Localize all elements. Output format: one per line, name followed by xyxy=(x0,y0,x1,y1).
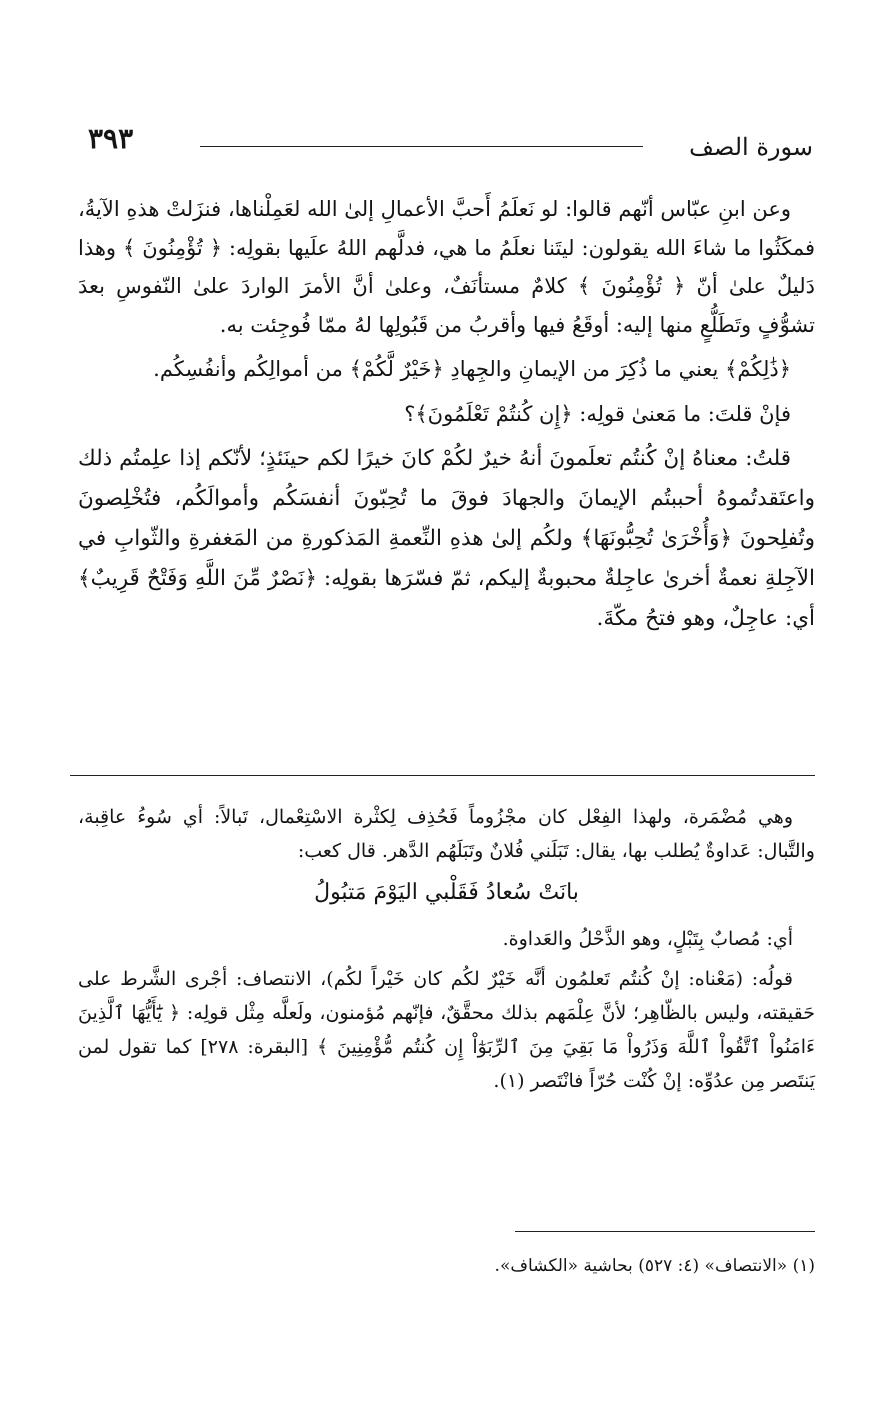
section-divider xyxy=(70,775,815,776)
footnote-rule xyxy=(515,1231,815,1232)
page-number: ٣٩٣ xyxy=(88,122,134,155)
commentary-text xyxy=(78,800,815,1104)
commentary-paragraph-intisaf: قولُه: (مَعْناه: إنْ كُنتُم تَعلمُون أنَّه خَيْرٌ لكُم كان خَيْراً لكُم)، الانتصاف: أجْرى الشَّرط على حَقيقته، وليس بالظّاهِر؛ لأنَّ عِلْمَهم بذلك محقَّقٌ، فإنّهم مُؤمنون، ولَعلَّه مِثْل قولِه: ﴿ يَٰٓأَيُّهَا ٱلَّذِينَ ءَامَنُواْ ٱتَّقُواْ ٱللَّهَ وَذَرُواْ مَا بَقِيَ مِنَ ٱلرِّبَوٰٓاْ إِن كُنتُم مُّؤْمِنِينَ ﴾ [البقرة: ٢٧٨] كما تقول لمن يَنتَصر مِن عدُوِّه: إنْ كُنْت حُرّاً فانْتَصر (١). xyxy=(78,968,815,1092)
main-paragraph-dhalikum: ﴿ذَٰلِكُمْ﴾ يعني ما ذُكِرَ من الإيمانِ والجِهادِ ﴿خَيْرٌ لَّكُمْ﴾ من أموالِكُم وأنفُسِكُم. xyxy=(153,357,791,381)
poetry-verse: بانَتْ سُعادُ فَقَلْبي اليَوْمَ مَتبُولُ xyxy=(314,880,579,905)
main-text xyxy=(78,190,815,649)
surah-title: سورة الصف xyxy=(689,133,813,161)
header-rule xyxy=(200,146,643,147)
main-paragraph-answer: قلتُ: معناهُ إنْ كُنتُم تعلَمونَ أنهُ خيرٌ لكُمْ كانَ خيرًا لكم حينَئذٍ؛ لأنّكم إذا علِمتُم ذلك واعتَقدتُموهُ أحببتُم الإيمانَ والجهادَ فوقَ ما تُحِبّونَ أنفسَكُم وأموالَكُم، فتُخْلِصونَ وتُفلِحونَ ﴿وَأُخْرَىٰ تُحِبُّونَهَا﴾ ولكُم إلىٰ هذهِ النِّعمةِ المَذكورةِ من المَغفرةِ والثّوابِ في الآجِلةِ نعمةٌ أخرىٰ عاجِلةٌ محبوبةٌ إليكم، ثمّ فسّرَها بقولِه: ﴿نَصْرٌ مِّنَ اللَّهِ وَفَتْحٌ قَرِيبٌ﴾ أي: عاجِلٌ، وهو فتحُ مكّةَ. xyxy=(78,446,815,631)
main-paragraph-question: فإنْ قلتَ: ما مَعنىٰ قولِه: ﴿إِن كُنتُمْ تَعْلَمُونَ﴾؟ xyxy=(404,401,791,426)
footnote: (١) «الانتصاف» (٤: ٥٢٧) بحاشية «الكشاف». xyxy=(494,1256,815,1276)
commentary-paragraph-musab: أي: مُصابٌ بِتَبْلٍ، وهو الذَّحْلُ والعَداوة. xyxy=(502,928,793,950)
page-header xyxy=(88,118,813,170)
main-paragraph-ibn-abbas: وعن ابنِ عبّاس أنّهم قالوا: لو نَعلَمُ أَحبَّ الأعمالِ إلىٰ الله لعَمِلْناها، فنزَلتْ هذهِ الآيةُ، فمكَثُوا ما شاءَ الله يقولون: ليتَنا نعلَمُ ما هي، فدلَّهم اللهُ علَيها بقولِه: ﴿ تُؤْمِنُونَ ﴾ وهذا دَليلٌ علىٰ أنّ ﴿ تُؤْمِنُونَ ﴾ كلامٌ مستأنَفٌ، وعلىٰ أنَّ الأمرَ الواردَ علىٰ النّفوسِ بعدَ تشوُّفٍ وتَطَلُّعٍ منها إليه: أوقَعُ فيها وأقربُ من قَبُولِها لهُ ممّا فُوجِئت به. xyxy=(78,197,815,337)
commentary-paragraph-tabal: وهي مُضْمَرة، ولهذا الفِعْل كان مجْزُوماً فَحُذِف لِكثْرة الاسْتِعْمال، تَبالاً: أي سُوءُ عاقِبة، والتَّبال: عَداوةٌ يُطلب بها، يقال: تَبَلَني فُلانٌ وتَبَلَهُم الدَّهر. قال كعب: xyxy=(78,806,815,862)
